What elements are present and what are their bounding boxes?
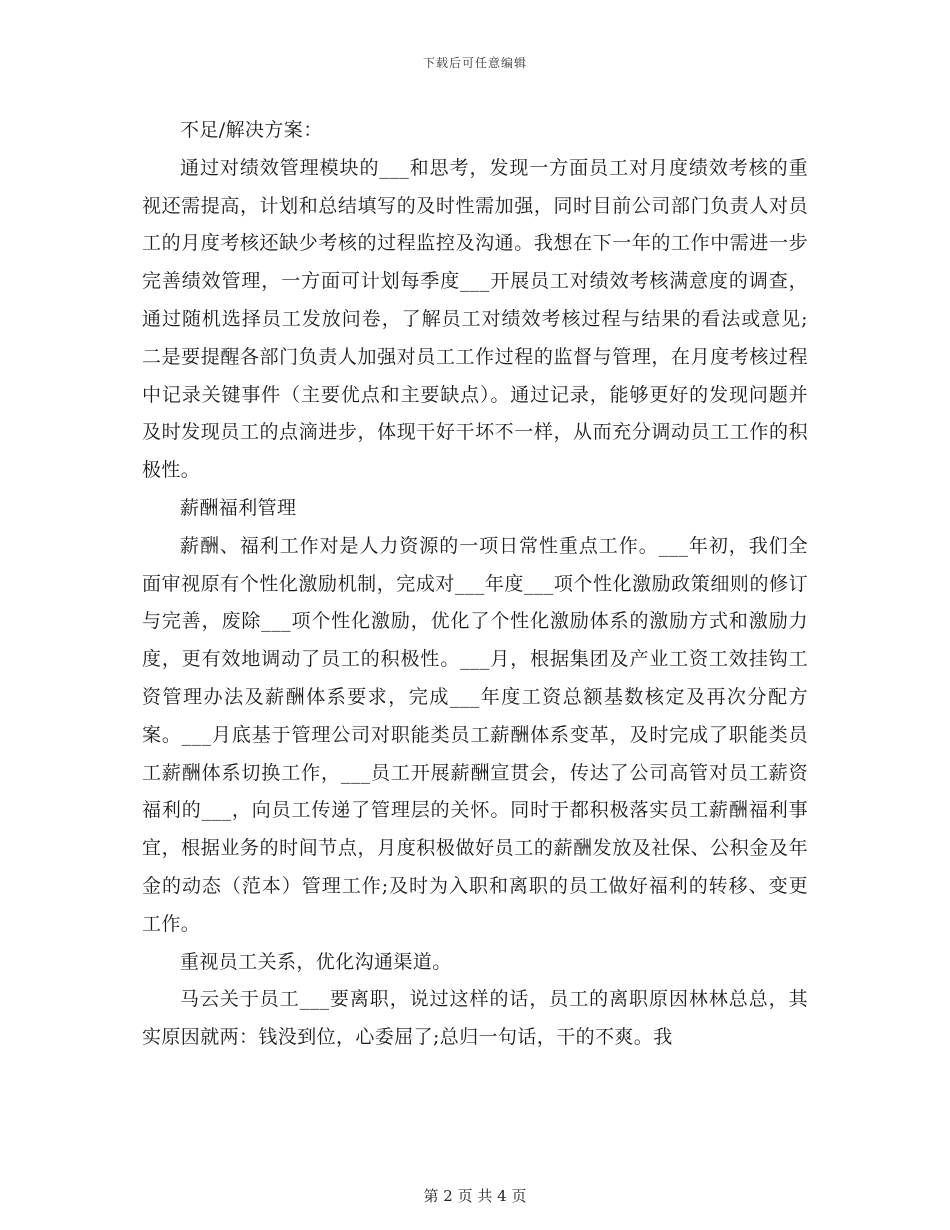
page-number: 第 2 页 共 4 页 [423,1187,527,1205]
paragraph-employee-relations-heading: 重视员工关系，优化沟通渠道。 [180,950,452,973]
paragraph-compensation-heading: 薪酬福利管理 [180,496,297,519]
paragraph-employee-relations-body: 马云关于员工___要离职，说过这样的话，员工的离职原因林林总总，其实原因就两：钱没到位，心委屈了;总归一句话，干的不爽。我 [142,988,808,1049]
paragraph-performance-solution: 通过对绩效管理模块的___和思考，发现一方面员工对月度绩效考核的重视还需提高，计划和总结填写的及时性需加强，同时目前公司部门负责人对员工的月度考核还缺少考核的过程监控及沟通。我想在下一年的工作中需进一步完善绩效管理，一方面可计划每季度___开展员工对绩效考核满意度的调查，通过随机选择员工发放问卷，了解员工对绩效考核过程与结果的看法或意见;二是要提醒各部门负责人加强对员工工作过程的监督与管理，在月度考核过程中记录关键事件（主要优点和主要缺点）。通过记录，能够更好的发现问题并及时发现员工的点滴进步，体现干好干坏不一样，从而充分调动员工工作的积极性。 [142,156,808,482]
paragraph-shortcomings-heading: 不足/解决方案： [180,119,323,141]
document-body [142,112,808,1057]
paragraph-compensation-body: 薪酬、福利工作对是人力资源的一项日常性重点工作。___年初，我们全面审视原有个性化激励机制，完成对___年度___项个性化激励政策细则的修订与完善，废除___项个性化激励，优化了个性化激励体系的激励方式和激励力度，更有效地调动了员工的积极性。___月，根据集团及产业工资工效挂钩工资管理办法及薪酬体系要求，完成___年度工资总额基数核定及再次分配方案。___月底基于管理公司对职能类员工薪酬体系变革，及时完成了职能类员工薪酬体系切换工作，___员工开展薪酬宣贯会，传达了公司高管对员工薪资福利的___，向员工传递了管理层的关怀。同时于都积极落实员工薪酬福利事宜，根据业务的时间节点，月度积极做好员工的薪酬发放及社保、公积金及年金的动态（范本）管理工作;及时为入职和离职的员工做好福利的转移、变更工作。 [142,534,808,935]
page-header: 下载后可任意编辑 [422,56,527,70]
